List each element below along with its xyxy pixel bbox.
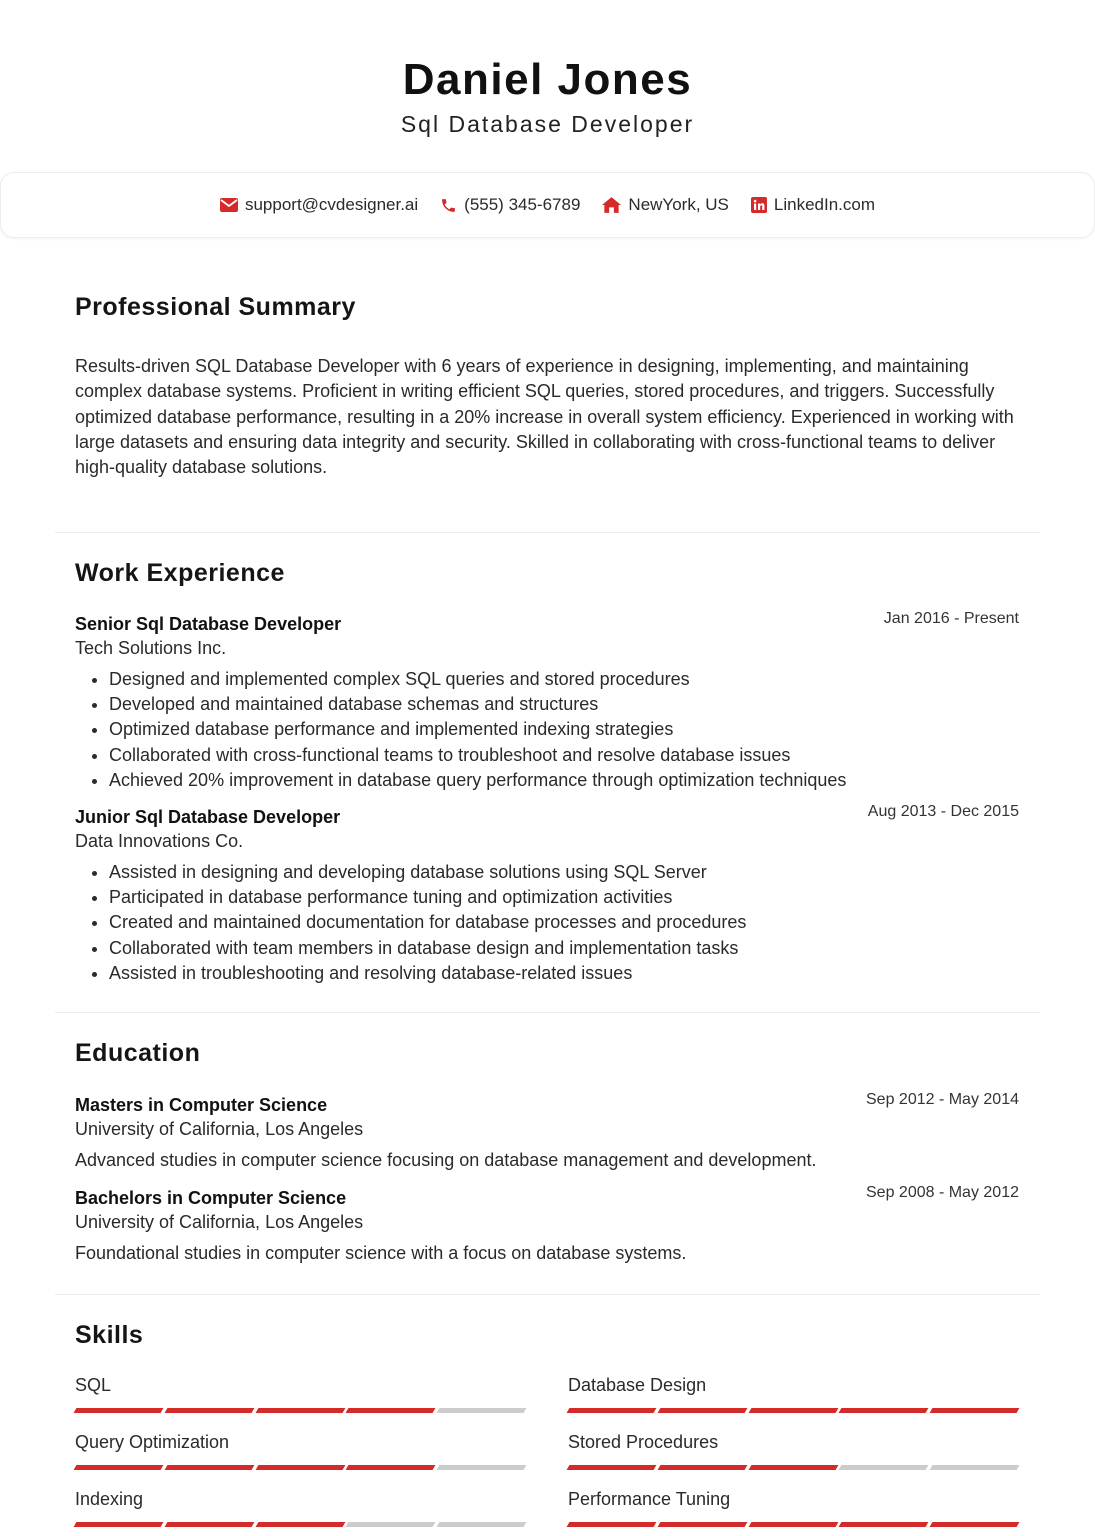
degree-title: Bachelors in Computer Science: [75, 1188, 347, 1208]
skill-segment-filled: [164, 1408, 254, 1413]
section-divider: [55, 532, 1040, 533]
education-dates: Sep 2008 - May 2012: [866, 1184, 1019, 1201]
list-item: • Collaborated with team members in database design and implementation tasks: [109, 936, 1019, 961]
job-bullets: [75, 667, 1019, 793]
education-description: Advanced studies in computer science focusing on database management and development.: [75, 1150, 817, 1170]
degree-title: Masters in Computer Science: [75, 1095, 328, 1115]
skill-level-bar: [75, 1408, 525, 1413]
section-divider: [55, 1294, 1040, 1295]
job-title: Senior Sql Database Developer: [75, 614, 342, 634]
skill-segment-empty: [346, 1522, 436, 1527]
skill-name: Indexing: [75, 1489, 144, 1509]
skill-segment-filled: [346, 1408, 436, 1413]
skill-segment-filled: [839, 1408, 929, 1413]
contact-linkedin[interactable]: [751, 195, 875, 215]
skill-segment-filled: [930, 1522, 1020, 1527]
school-name: University of California, Los Angeles: [75, 1212, 364, 1232]
skill-segment-empty: [437, 1522, 527, 1527]
experience-section: [75, 558, 1019, 986]
skill-segment-filled: [657, 1465, 747, 1470]
skill-segment-filled: [748, 1408, 838, 1413]
education-section: [75, 1038, 1019, 1266]
job-entry: [75, 805, 1019, 986]
education-dates: Sep 2012 - May 2014: [866, 1091, 1019, 1108]
location-text: NewYork, US: [628, 195, 729, 214]
skill-segment-filled: [74, 1408, 164, 1413]
skill-segment-filled: [164, 1465, 254, 1470]
skills-title: Skills: [75, 1321, 144, 1349]
list-item: • Collaborated with cross-functional teams to troubleshoot and resolve database issues: [109, 743, 1019, 768]
skill-name: Query Optimization: [75, 1432, 230, 1452]
skill-segment-filled: [74, 1522, 164, 1527]
phone-icon: [440, 197, 457, 214]
skill-segment-filled: [567, 1465, 657, 1470]
skill-item: [75, 1488, 525, 1527]
skill-item: [75, 1431, 525, 1470]
skill-level-bar: [568, 1465, 1018, 1470]
experience-title: Work Experience: [75, 559, 285, 587]
job-dates: Aug 2013 - Dec 2015: [867, 803, 1019, 821]
skill-segment-filled: [255, 1522, 345, 1527]
email-text: support@cvdesigner.ai: [244, 195, 419, 214]
skill-segment-empty: [930, 1465, 1020, 1470]
skill-item: [568, 1488, 1018, 1527]
summary-title: Professional Summary: [75, 293, 356, 321]
skill-segment-filled: [255, 1465, 345, 1470]
job-title: Junior Sql Database Developer: [75, 807, 341, 828]
list-item: • Achieved 20% improvement in database query performance through optimization techniques: [109, 768, 1019, 793]
phone-text: (555) 345-6789: [464, 195, 581, 214]
skill-level-bar: [568, 1408, 1018, 1413]
skill-segment-filled: [657, 1408, 747, 1413]
contact-email[interactable]: [220, 195, 418, 215]
summary-section: [75, 292, 1019, 480]
skill-segment-filled: [748, 1465, 838, 1470]
skill-name: Database Design: [568, 1375, 707, 1395]
skills-section: [75, 1320, 1019, 1509]
skill-name: Stored Procedures: [568, 1432, 719, 1452]
job-company: Tech Solutions Inc.: [75, 638, 227, 658]
skill-name: SQL: [75, 1375, 112, 1395]
skill-segment-empty: [437, 1465, 527, 1470]
education-title: Education: [75, 1039, 201, 1067]
skill-level-bar: [75, 1465, 525, 1470]
education-entry: [75, 1093, 1019, 1173]
skill-segment-filled: [930, 1408, 1020, 1413]
skill-name: Performance Tuning: [568, 1489, 731, 1509]
skill-item: [568, 1431, 1018, 1470]
skill-segment-empty: [437, 1408, 527, 1413]
skill-segment-filled: [255, 1408, 345, 1413]
skill-level-bar: [75, 1522, 525, 1527]
education-description: Foundational studies in computer science with a focus on database systems.: [75, 1243, 687, 1263]
job-dates: Jan 2016 - Present: [883, 610, 1019, 627]
section-divider: [55, 1012, 1040, 1013]
skill-segment-filled: [74, 1465, 164, 1470]
skill-segment-filled: [567, 1522, 657, 1527]
skill-level-bar: [568, 1522, 1018, 1527]
skill-item: [568, 1374, 1018, 1413]
job-company: Data Innovations Co.: [75, 831, 244, 852]
contact-location: [602, 195, 728, 215]
list-item: • Assisted in troubleshooting and resolving database-related issues: [109, 961, 1019, 986]
list-item: • Participated in database performance tuning and optimization activities: [109, 885, 1019, 910]
list-item: • Optimized database performance and implemented indexing strategies: [109, 717, 1019, 742]
candidate-name: Daniel Jones: [402, 55, 693, 104]
skill-segment-filled: [839, 1522, 929, 1527]
skill-segment-filled: [748, 1522, 838, 1527]
skill-segment-filled: [346, 1465, 436, 1470]
contact-bar: [0, 172, 1095, 238]
skill-segment-filled: [657, 1522, 747, 1527]
summary-text: Results-driven SQL Database Developer with 6 years of experience in designing, implementing, and maintaining complex database systems. Proficient in writing efficient SQL queries, stored procedures, and triggers. Successfully optimized database performance, resulting in a 20% increase in overall system efficiency. Experienced in working with large datasets and ensuring data integrity and security. Skilled in collaborating with cross-functional teams to deliver high-quality database solutions.: [75, 356, 1014, 478]
skill-item: [75, 1374, 525, 1413]
linkedin-text: LinkedIn.com: [773, 195, 876, 214]
linkedin-icon: [751, 197, 767, 213]
list-item: • Created and maintained documentation for database processes and procedures: [109, 910, 1019, 935]
skill-segment-empty: [839, 1465, 929, 1470]
list-item: • Assisted in designing and developing database solutions using SQL Server: [109, 860, 1019, 885]
list-item: • Developed and maintained database schemas and structures: [109, 692, 1019, 717]
home-icon: [602, 197, 621, 213]
job-bullets: [75, 860, 1019, 986]
contact-phone[interactable]: [440, 195, 580, 215]
job-entry: [75, 612, 1019, 793]
list-item: • Designed and implemented complex SQL queries and stored procedures: [109, 667, 1019, 692]
candidate-role: Sql Database Developer: [400, 111, 695, 137]
skill-segment-filled: [164, 1522, 254, 1527]
resume-header: [0, 0, 1095, 138]
skill-segment-filled: [567, 1408, 657, 1413]
envelope-icon: [220, 198, 238, 212]
education-entry: [75, 1186, 1019, 1266]
school-name: University of California, Los Angeles: [75, 1119, 364, 1139]
